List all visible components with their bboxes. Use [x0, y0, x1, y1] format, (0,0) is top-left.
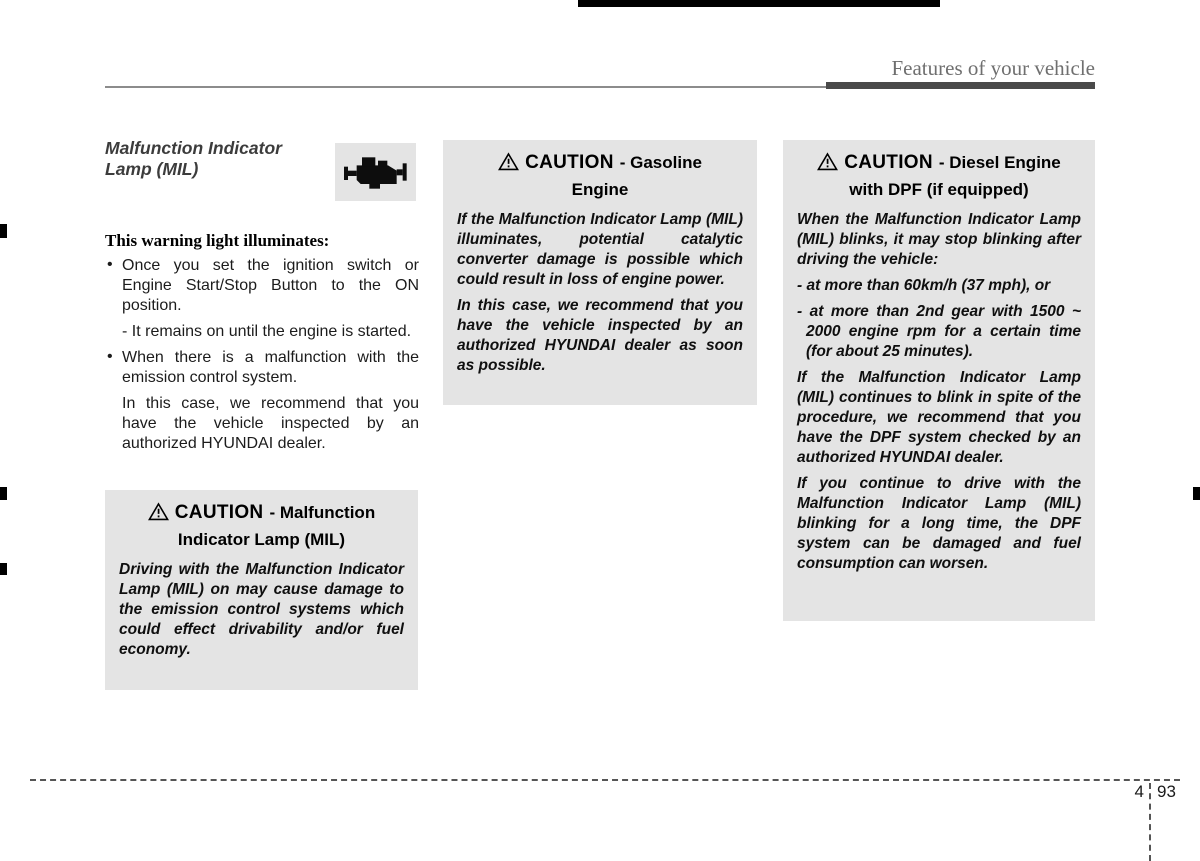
caution-label: CAUTION [844, 152, 933, 173]
check-engine-lamp-image [335, 143, 416, 201]
caution-title [457, 151, 743, 201]
warning-triangle-icon [148, 502, 169, 528]
caution-title-line2: Engine [571, 180, 629, 199]
caution-title-line1 [119, 501, 404, 528]
caution-title-line1 [457, 151, 743, 178]
edge-mark [0, 224, 7, 238]
caution-body-paragraph: In this case, we recommend that you have the vehicle inspected by an authorized HYUNDAI dealer as soon as possible. [457, 297, 743, 374]
warning-triangle-icon [498, 152, 519, 178]
caution-body-paragraph: If you continue to drive with the Malfunction Indicator Lamp (MIL) blinking for a long time, the DPF system can be damaged and fuel consumption can worsen. [797, 475, 1081, 572]
caution-title-line2: with DPF (if equipped) [849, 180, 1029, 199]
caution-body-paragraph: If the Malfunction Indicator Lamp (MIL) illuminates, potential catalytic converter damage is possible which could result in loss of engine power. [457, 211, 743, 288]
list-item [105, 348, 419, 388]
caution-subtitle: - Diesel Engine [938, 153, 1061, 172]
caution-subtitle: - Malfunction [269, 503, 376, 522]
caution-title [797, 151, 1081, 201]
caution-title-line2: Indicator Lamp (MIL) [177, 530, 346, 549]
paragraph: In this case, we recommend that you have the vehicle inspected by an authorized HYUNDAI dealer. [122, 395, 419, 452]
footer-dashed-divider [1149, 783, 1151, 861]
footer-dashed-rule [30, 779, 1180, 781]
caution-condition-item: - at more than 2nd gear with 1500 ~ 2000 engine rpm for a certain time (for about 25 minutes). [797, 303, 1081, 360]
intro-heading: This warning light illuminates: [105, 231, 330, 250]
caution-box-diesel [783, 140, 1095, 621]
warning-triangle-icon [817, 152, 838, 178]
edge-mark [0, 487, 7, 500]
bullet-marker: • [107, 348, 113, 365]
list-item-text: Once you set the ignition switch or Engine Start/Stop Button to the ON position. [122, 257, 419, 314]
caution-body-paragraph: Driving with the Malfunction Indicator Lamp (MIL) on may cause damage to the emission control systems which could effect drivability and/or fuel economy. [119, 561, 404, 658]
caution-box-mil [105, 490, 418, 690]
list-item-text: When there is a malfunction with the emission control system. [122, 349, 419, 386]
page-number: 93 [1157, 782, 1176, 801]
caution-body-paragraph: When the Malfunction Indicator Lamp (MIL) blinks, it may stop blinking after driving the vehicle: [797, 211, 1081, 268]
caution-condition-item: - at more than 60km/h (37 mph), or [797, 277, 1051, 294]
caution-title [119, 501, 404, 551]
check-engine-icon [344, 151, 408, 193]
caution-title-line1 [797, 151, 1081, 178]
caution-body-paragraph: If the Malfunction Indicator Lamp (MIL) continues to blink in spite of the procedure, we recommend that you have the DPF system checked by an authorized HYUNDAI dealer. [797, 369, 1081, 466]
caution-subtitle: - Gasoline [619, 153, 702, 172]
edge-mark [0, 563, 7, 575]
chapter-number: 4 [1134, 782, 1144, 801]
caution-box-gasoline [443, 140, 757, 405]
bullet-marker: • [107, 256, 113, 273]
scan-artifact-top [578, 0, 940, 7]
edge-mark [1193, 487, 1200, 500]
bullet-list [105, 256, 419, 454]
header-accent-bar [826, 82, 1095, 89]
list-subitem: - It remains on until the engine is started. [122, 323, 412, 340]
caution-label: CAUTION [525, 152, 614, 173]
page-header-title: Features of your vehicle [891, 56, 1095, 80]
section-heading: Malfunction Indicator Lamp (MIL) [105, 138, 282, 179]
list-item [105, 256, 419, 316]
caution-label: CAUTION [174, 502, 264, 523]
